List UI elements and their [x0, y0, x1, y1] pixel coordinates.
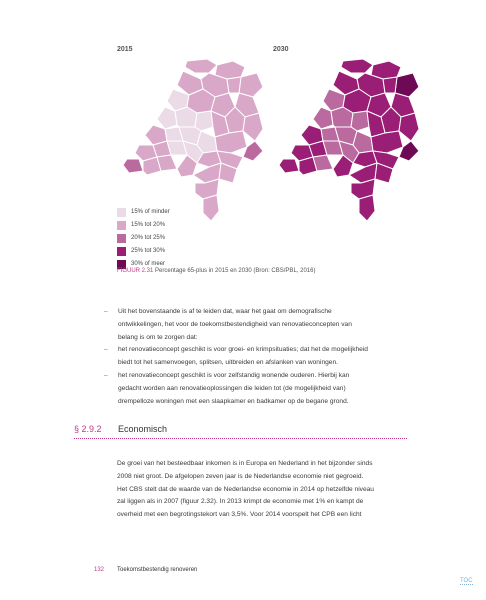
municipality-region	[157, 155, 177, 171]
list-line: het renovatieconcept geschikt is voor zelfstandig wonende ouderen. Hierbij kan	[118, 371, 350, 379]
municipality-region	[313, 107, 333, 129]
municipality-region	[185, 59, 217, 73]
dash-bullet-icon: –	[104, 308, 108, 315]
paragraph-line: Het CBS stelt dat de waarde van de Nederlandse economie in 2014 op hetzelfde niveau	[117, 485, 374, 493]
municipality-region	[399, 113, 419, 141]
dash-bullet-icon: –	[104, 371, 108, 379]
body-paragraph	[117, 458, 422, 522]
municipality-region	[383, 77, 397, 93]
municipality-region	[395, 73, 419, 97]
toc-link[interactable]: TOC	[460, 578, 473, 584]
municipality-region	[157, 107, 177, 129]
bullet-list	[104, 306, 404, 408]
list-line: gedacht worden aan renovatieoplossingen die leiden tot (de mogelijkheid van)	[118, 384, 346, 392]
legend-swatch	[117, 208, 126, 217]
running-footer-title: Toekomstbestendig renoveren	[117, 567, 198, 573]
legend-item	[117, 206, 170, 218]
paragraph-line: 2008 niet groot. De afgelopen zeven jaar is de Nederlandse economie niet gegroeid.	[117, 472, 364, 480]
legend-label: 20% tot 25%	[131, 235, 166, 241]
municipality-region	[279, 159, 299, 173]
map-2030	[273, 55, 423, 225]
municipality-region	[351, 111, 369, 131]
figure-caption	[117, 268, 315, 274]
map-2015-title: 2015	[117, 46, 133, 53]
paragraph-line: overheid met een begrotingstekort van 3,5%. Voor 2014 voorspelt het CPB een licht	[117, 511, 362, 519]
paragraph-line: De groei van het besteedbaar inkomen is in Europa en Nederland in het bijzonder sinds	[117, 460, 373, 467]
section-title: Economisch	[118, 424, 168, 434]
list-item	[104, 306, 404, 344]
legend-swatch	[117, 247, 126, 256]
map-2030-title: 2030	[273, 46, 289, 53]
municipality-region	[359, 195, 375, 221]
list-item	[104, 370, 404, 408]
paragraph-line: zal liggen als in 2007 (figuur 2.32). In 2013 krimpt de economie met 1% en kampt de	[117, 498, 364, 506]
municipality-region	[341, 59, 373, 73]
section-divider	[74, 438, 407, 439]
municipality-region	[239, 73, 263, 97]
legend-label: 15% tot 20%	[131, 222, 166, 228]
legend-label: 25% tot 30%	[131, 248, 166, 254]
list-item	[104, 344, 404, 370]
municipality-region	[313, 155, 333, 171]
legend-swatch	[117, 221, 126, 230]
list-line: het renovatieconcept geschikt is voor groei- en krimpsituaties; dat het de mogelijkheid	[118, 346, 368, 354]
legend-item	[117, 245, 170, 257]
map-legend	[117, 206, 170, 271]
legend-item	[117, 232, 170, 244]
legend-swatch	[117, 234, 126, 243]
legend-label: 15% of minder	[131, 209, 170, 215]
municipality-region	[227, 77, 241, 93]
municipality-region	[195, 111, 213, 131]
list-line: Uit het bovenstaande is af te leiden dat, waar het gaat om demografische	[118, 308, 332, 315]
dash-bullet-icon: –	[104, 346, 108, 354]
legend-item	[117, 219, 170, 231]
legend-label: 30% of meer	[131, 261, 166, 267]
list-line: belang is om te zorgen dat:	[118, 333, 198, 341]
map-2015	[117, 55, 267, 225]
section-number: § 2.9.2	[74, 424, 102, 434]
figure-caption-text: Percentage 65-plus in 2015 en 2030 (Bron: CBS/PBL, 2016)	[155, 268, 316, 274]
figure-label: FIGUUR 2.31	[117, 268, 154, 274]
municipality-region	[123, 159, 143, 173]
list-line: biedt tot het samenvoegen, splitsen, uitbreiden en afslanken van woningen.	[118, 359, 338, 367]
municipality-region	[243, 113, 263, 141]
municipality-region	[203, 195, 219, 221]
page-number: 132	[94, 567, 105, 573]
list-line: ontwikkelingen, het voor de toekomstbestendigheid van renovatieconcepten van	[118, 320, 352, 328]
list-line: drempelloze woningen met een slaapkamer en badkamer op de begane grond.	[118, 397, 349, 405]
